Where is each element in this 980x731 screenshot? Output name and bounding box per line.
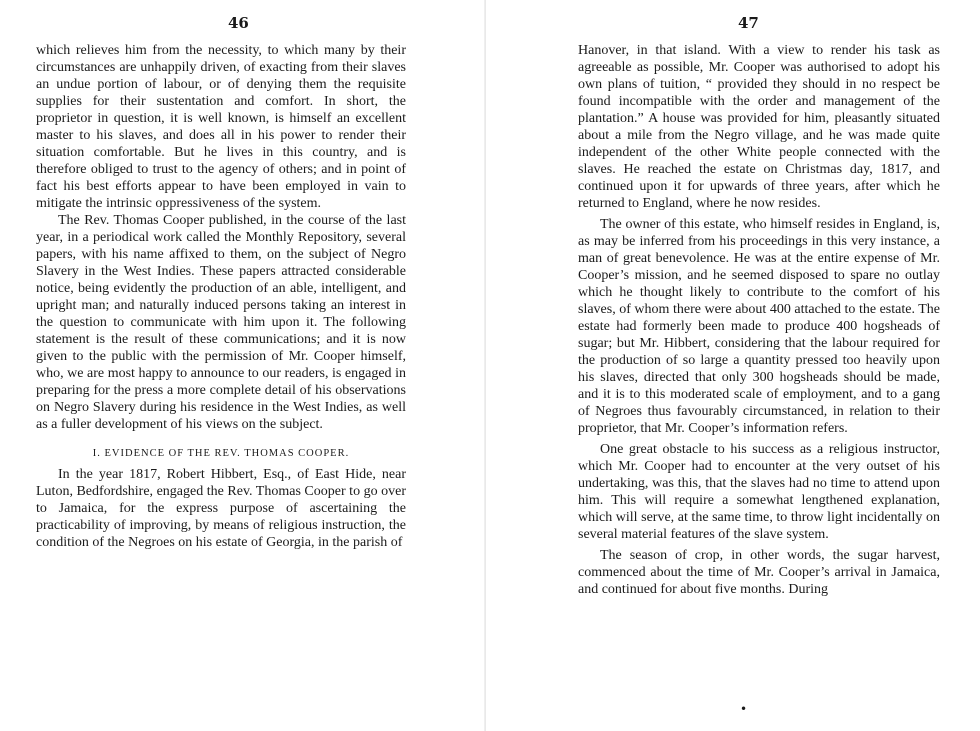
- right-column: [578, 42, 940, 598]
- paragraph: Hanover, in that island. With a view to render his task as agreeable as possible, Mr. Cooper was authorised to adopt his own plans of tuition, “ provided they should in no respect be found incompatible with the order and management of the plantation.” A house was provided for him, pleasantly situated about a mile from the Negro village, and he was made quite independent of the other White people connected with the slaves. He reached the estate on Christmas day, 1817, and continued upon it for upwards of three years, after which he returned to England, where he now resides.: [578, 43, 940, 211]
- paragraph: In the year 1817, Robert Hibbert, Esq., of East Hide, near Luton, Bedfordshire, engaged the Rev. Thomas Cooper to go over to Jamaica, for the express purpose of ascertaining the practicability of improving, by means of religious instruction, the condition of the Negroes on his estate of Georgia, in the parish of: [36, 467, 406, 550]
- book-gutter: [484, 0, 486, 731]
- paragraph: The Rev. Thomas Cooper published, in the course of the last year, in a periodical work called the Monthly Repository, several papers, with his name affixed to them, on the subject of Negro Slavery in the West Indies. These papers attracted considerable notice, being evidently the production of an able, intelligent, and upright man; and naturally induced persons taking an interest in the question to communicate with him upon it. The following statement is the result of these communications; and it is now given to the public with the permission of Mr. Cooper himself, who, we are most happy to announce to our readers, is engaged in preparing for the press a more complete detail of his observations on Negro Slavery during his residence in the West Indies, as well as a fuller development of his views on the subject.: [36, 213, 406, 432]
- right-page: [490, 0, 980, 731]
- paragraph: The owner of this estate, who himself resides in England, is, as may be inferred from his proceedings in this very instance, a man of great benevolence. He was at the entire expense of Mr. Cooper’s mission, and he seemed disposed to spare no outlay which he thought likely to contribute to the comfort of his slaves, of whom there were about 400 attached to the estate. The estate had formerly been made to produce 400 hogsheads of sugar; but Mr. Hibbert, considering that the labour required for the production of so large a quantity pressed too heavily upon his slaves, directed that only 300 hogsheads should be made, and it is to this moderated scale of employment, and to a gang of Negroes thus favourably circumstanced, in relation to their proprietor, that Mr. Cooper’s information refers.: [578, 217, 940, 436]
- paragraph: which relieves him from the necessity, to which many by their circumstances are unhappily driven, of exacting from their slaves an undue portion of labour, or of denying them the requisite supplies for their sustentation and comfort. In short, the proprietor in question, it is well known, is himself an excellent master to his slaves, and does all in his power to render their situation comfortable. But he lives in this country, and is therefore obliged to trust to the agency of others; and in point of fact his best efforts appear to have been employed in vain to mitigate the intrinsic oppressiveness of the system.: [36, 43, 406, 211]
- footer-mark: •: [740, 702, 748, 716]
- paragraph: The season of crop, in other words, the sugar harvest, commenced about the time of Mr. Cooper’s arrival in Jamaica, and continued for about five months. During: [578, 548, 940, 597]
- left-page: [0, 0, 480, 731]
- page-number-left: 46: [228, 14, 249, 32]
- section-heading: I. EVIDENCE OF THE REV. THOMAS COOPER.: [92, 448, 350, 459]
- page-number-right: 47: [738, 14, 759, 32]
- paragraph: One great obstacle to his success as a religious instructor, which Mr. Cooper had to encounter at the very outset of his undertaking, was this, that the slaves had no time to attend upon him. This will require a somewhat lengthened explanation, which will serve, at the same time, to throw light incidentally on several material features of the slave system.: [578, 442, 940, 542]
- left-column: [36, 42, 406, 551]
